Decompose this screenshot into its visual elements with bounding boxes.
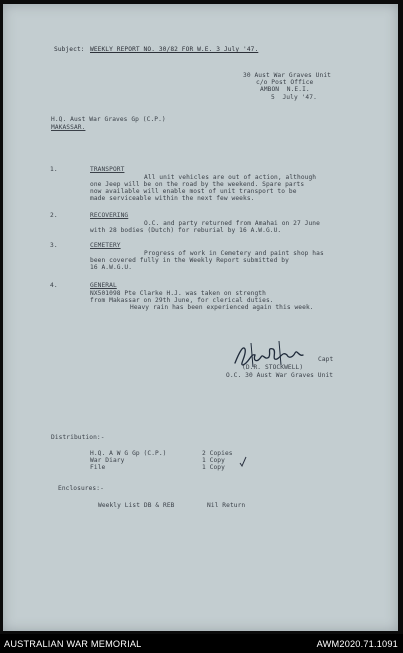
footer-bar xyxy=(0,634,403,653)
from-unit: 30 Aust War Graves Unit xyxy=(243,72,331,79)
distribution-recipient: File xyxy=(90,464,106,471)
section-heading: RECOVERING xyxy=(90,212,129,219)
section-number: 4. xyxy=(50,282,58,289)
section-line: with 28 bodies (Dutch) for reburial by 16 A.W.G.U. xyxy=(90,227,282,234)
distribution-recipient: H.Q. A W G Gp (C.P.) xyxy=(90,450,167,457)
section-line: Progress of work in Cemetery and paint shop has xyxy=(144,250,324,257)
from-date: 5 July '47. xyxy=(271,94,317,101)
section-line: Heavy rain has been experienced again this week. xyxy=(130,304,314,311)
signature-name: (D.R. STOCKWELL) xyxy=(242,364,304,371)
subject-text: WEEKLY REPORT NO. 30/82 FOR W.E. 3 July '47. xyxy=(90,46,259,53)
footer-institution: AUSTRALIAN WAR MEMORIAL xyxy=(4,639,142,649)
section-line: from Makassar on 29th June, for clerical duties. xyxy=(90,297,274,304)
section-line: made serviceable within the next few weeks. xyxy=(90,195,255,202)
distribution-label: Distribution:- xyxy=(51,434,105,441)
footer-accession-number: AWM2020.71.1091 xyxy=(316,639,398,649)
section-line: O.C. and party returned from Amahai on 27 June xyxy=(144,220,320,227)
subject-label: Subject: xyxy=(54,46,85,53)
section-line: one Jeep will be on the road by the weekend. Spare parts xyxy=(90,181,305,188)
enclosures-label: Enclosures:- xyxy=(58,485,104,492)
section-heading: GENERAL xyxy=(90,282,117,289)
enclosure-item: Weekly List DB & REB xyxy=(98,502,175,509)
section-line: now available will enable most of unit transport to be xyxy=(90,188,297,195)
distribution-recipient: War Diary xyxy=(90,457,125,464)
section-line: been covered fully in the Weekly Report submitted by xyxy=(90,257,289,264)
section-number: 2. xyxy=(50,212,58,219)
signature-rank: Capt xyxy=(318,356,334,363)
enclosure-status: Nil Return xyxy=(207,502,246,509)
section-line: 16 A.W.G.U. xyxy=(90,264,133,271)
section-number: 3. xyxy=(50,242,58,249)
distribution-copies: 2 Copies xyxy=(202,450,233,457)
section-line: All unit vehicles are out of action, although xyxy=(144,174,317,181)
from-place: AMBON N.E.I. xyxy=(260,86,310,93)
from-care-of: c/o Post Office xyxy=(256,79,314,86)
to-line2: MAKASSAR. xyxy=(51,124,86,131)
section-number: 1. xyxy=(50,166,58,173)
to-line1: H.Q. Aust War Graves Gp (C.P.) xyxy=(51,116,166,123)
distribution-copies: 1 Copy xyxy=(202,457,225,464)
section-heading: TRANSPORT xyxy=(90,166,125,173)
document-page xyxy=(3,4,398,631)
signature-title: O.C. 30 Aust War Graves Unit xyxy=(226,372,334,379)
distribution-copies: 1 Copy xyxy=(202,464,225,471)
section-heading: CEMETERY xyxy=(90,242,121,249)
section-line: NX501098 Pte Clarke H.J. was taken on strength xyxy=(90,290,266,297)
check-mark-icon xyxy=(239,456,247,468)
